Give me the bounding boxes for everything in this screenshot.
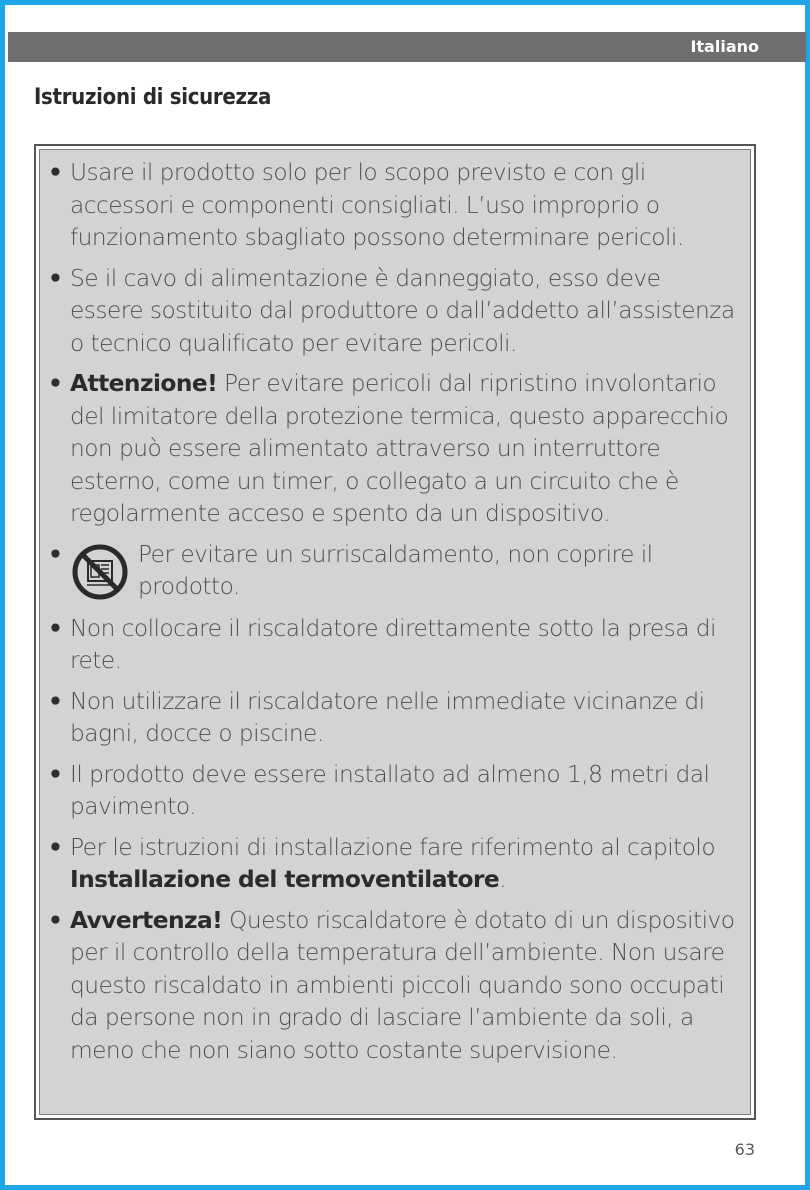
list-item — [44, 539, 740, 605]
list-item — [44, 613, 740, 678]
bullet-icon: • — [48, 264, 63, 292]
warning-label: Avvertenza! — [70, 906, 223, 934]
bullet-icon: • — [48, 614, 63, 642]
item-text: Per evitare un surriscaldamento, non coprire il prodotto. — [138, 540, 653, 600]
item-text: Non utilizzare il riscaldatore nelle immediate vicinanze di bagni, docce o piscine. — [70, 687, 705, 747]
bullet-icon: • — [48, 370, 63, 397]
item-text-tail: . — [499, 866, 506, 893]
safety-instructions-list — [39, 149, 751, 1115]
item-text: Usare il prodotto solo per lo scopo previsto e con gli accessori e componenti consigliati. L’uso improprio o funzionamento sbagliato possono determinare pericoli. — [70, 159, 684, 251]
item-text: Non collocare il riscaldatore direttamente sotto la presa di rete. — [70, 614, 716, 674]
item-text: Per le istruzioni di installazione fare riferimento al capitolo — [70, 833, 716, 861]
bullet-icon: • — [48, 687, 63, 715]
bullet-icon: • — [48, 540, 63, 568]
chapter-reference: Installazione del termoventilatore — [70, 866, 500, 893]
bullet-icon: • — [48, 906, 63, 934]
list-item — [44, 759, 740, 824]
language-header-bar — [8, 32, 806, 62]
item-text: Per evitare pericoli dal ripristino involontario del limitatore della protezione termica, questo apparecchio non può essere alimentato attraverso un interruttore esterno, come un timer, o collegato a un circuito che è regolarmente acceso e spento da un dispositivo. — [70, 370, 729, 527]
list-item — [44, 368, 740, 531]
list-item — [44, 686, 740, 751]
list-item — [44, 905, 740, 1068]
bullet-icon: • — [48, 760, 63, 788]
attention-label: Attenzione! — [70, 370, 218, 397]
list-item — [44, 832, 740, 897]
list-item — [44, 263, 740, 361]
safety-instructions-box — [34, 144, 756, 1120]
item-text: Se il cavo di alimentazione è danneggiato, esso deve essere sostituito dal produttore o dall’addetto all’assistenza o tecnico qualificato per evitare pericoli. — [70, 264, 735, 357]
page-number: 63 — [734, 1140, 755, 1159]
list-item — [44, 157, 740, 255]
do-not-cover-icon — [71, 543, 129, 601]
language-label: Italiano — [690, 37, 759, 56]
bullet-icon: • — [48, 833, 63, 861]
item-text: Il prodotto deve essere installato ad almeno 1,8 metri dal pavimento. — [70, 760, 710, 820]
bullet-icon: • — [48, 159, 63, 186]
item-text: Questo riscaldatore è dotato di un dispositivo per il controllo della temperatura dell’ambiente. Non usare questo riscaldato in ambienti piccoli quando sono occupati da persone non in grado di lasciare l’ambiente da soli, a meno che non siano sotto costante supervisione. — [70, 906, 735, 1064]
section-title: Istruzioni di sicurezza — [34, 85, 272, 110]
